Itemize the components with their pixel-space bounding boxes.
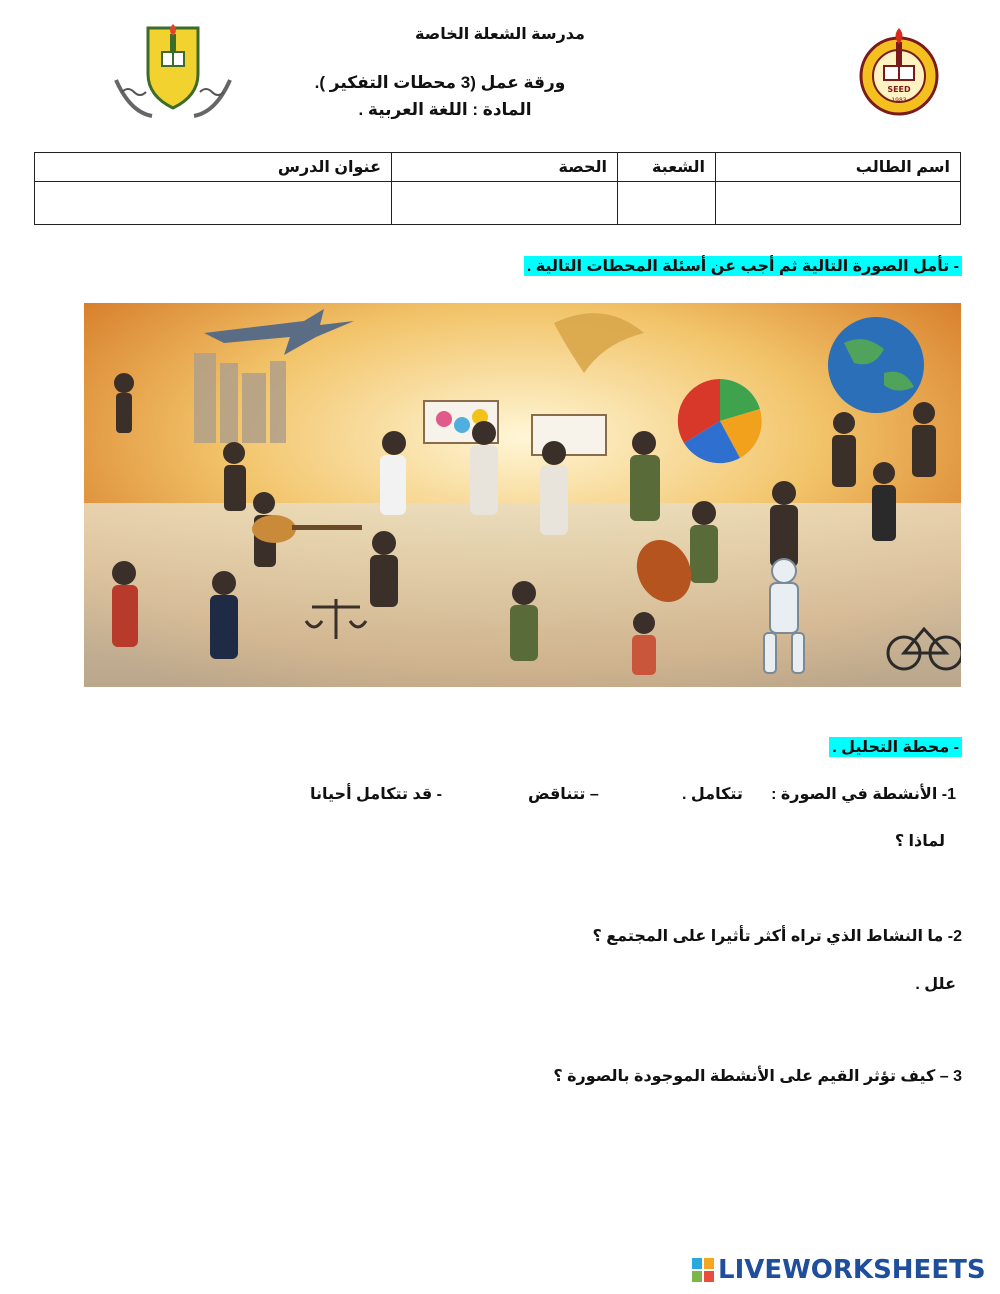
seed-establishment-logo <box>858 22 940 122</box>
brand-name: LIVEWORKSHEETS <box>718 1255 986 1285</box>
q1-option-contradict[interactable]: – تتناقض <box>528 786 599 803</box>
station-title-text: - محطة التحليل . <box>829 737 962 757</box>
subject-line: المادة : اللغة العربية . <box>358 100 532 119</box>
activities-collage-image <box>84 303 961 687</box>
q1-option-integrate[interactable]: تتكامل . <box>682 786 743 803</box>
student-name-field[interactable] <box>716 182 961 225</box>
analysis-station-title <box>829 737 962 757</box>
question-1-why: لماذا ؟ <box>894 833 945 850</box>
question-2: 2- ما النشاط الذي تراه أكثر تأثيرا على المجتمع ؟ <box>592 928 962 945</box>
lesson-title-field[interactable] <box>35 182 392 225</box>
question-1: 1- الأنشطة في الصورة : <box>771 786 956 803</box>
question-3: 3 – كيف تؤثر القيم على الأنشطة الموجودة بالصورة ؟ <box>553 1068 962 1085</box>
worksheet-title: ورقة عمل (3 محطات التفكير ). <box>314 73 566 92</box>
seed-logo-text: SEED <box>887 85 911 94</box>
seed-logo-year: 1983 <box>891 97 907 104</box>
instruction <box>524 256 962 276</box>
header-student-name: اسم الطالب <box>716 153 961 182</box>
period-field[interactable] <box>392 182 618 225</box>
header-period: الحصة <box>392 153 618 182</box>
student-info-table <box>34 152 961 225</box>
section-field[interactable] <box>618 182 716 225</box>
school-name: مدرسة الشعلة الخاصة <box>415 26 585 43</box>
liveworksheets-icon <box>692 1258 714 1282</box>
header-lesson-title: عنوان الدرس <box>35 153 392 182</box>
liveworksheets-brand <box>692 1253 986 1287</box>
question-2-justify: علل . <box>915 976 956 993</box>
q1-option-sometimes[interactable]: - قد تتكامل أحيانا <box>310 786 442 803</box>
school-shield-logo <box>112 22 234 122</box>
instruction-text: - تأمل الصورة التالية ثم أجب عن أسئلة المحطات التالية . <box>524 256 962 276</box>
header-section: الشعبة <box>618 153 716 182</box>
